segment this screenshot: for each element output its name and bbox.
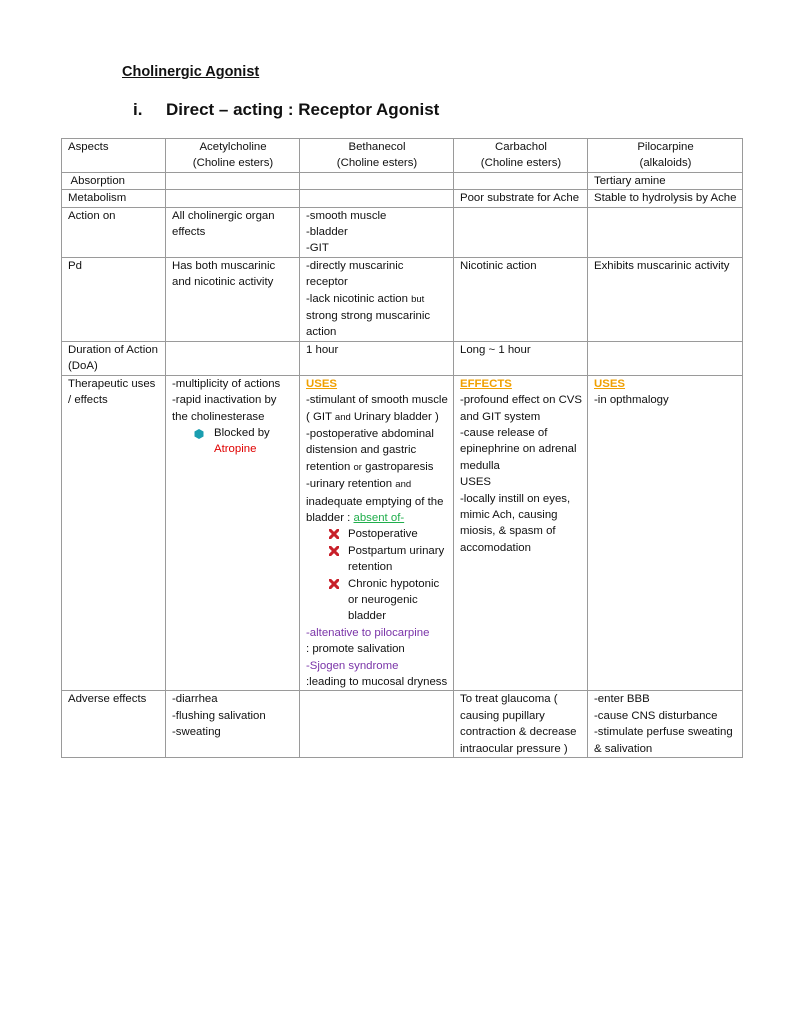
duration-carbachol: Long ~ 1 hour	[454, 341, 588, 375]
header-row	[62, 139, 743, 173]
pd-pilocarpine: Exhibits muscarinic activity	[588, 257, 743, 341]
red-x-bullet-icon	[329, 546, 339, 556]
header-bethanecol: Bethanecol (Choline esters)	[300, 139, 454, 173]
adverse-pilocarpine: -enter BBB -cause CNS disturbance -stimulate perfuse sweating & salivation	[588, 691, 743, 758]
action-on-label: Action on	[62, 207, 166, 257]
metabolism-label: Metabolism	[62, 190, 166, 207]
list-item: Chronic hypotonic or neurogenic bladder	[306, 576, 448, 625]
header-acetylcholine: Acetylcholine (Choline esters)	[166, 139, 300, 173]
red-x-bullet-icon	[329, 579, 339, 589]
section-number: i.	[133, 100, 143, 119]
adverse-label: Adverse effects	[62, 691, 166, 758]
pd-bethanecol: -directly muscarinic receptor -lack nicotinic action but strong strong muscarinic action	[300, 257, 454, 341]
duration-row	[62, 341, 743, 375]
page-title: Cholinergic Agonist	[122, 64, 260, 80]
duration-label: Duration of Action (DoA)	[62, 341, 166, 375]
metabolism-row	[62, 190, 743, 207]
pd-carbachol: Nicotinic action	[454, 257, 588, 341]
absorption-label: Absorption	[62, 172, 166, 189]
therapeutic-row	[62, 375, 743, 691]
therapeutic-bethanecol: USES -stimulant of smooth muscle ( GIT and Urinary bladder ) -postoperative abdominal distension and gastric retention or gastroparesis -urinary retention and inadequate emptying of the bladder : absent of- Postoperative Postpartum urinary retention Chronic hypotonic or neurogenic bladder -altenative to pilocarpine : promote salivation -Sjogen syndrome :leading to mucosal dryness	[300, 375, 454, 691]
action-on-row	[62, 207, 743, 257]
metabolism-pilocarpine: Stable to hydrolysis by Ache	[588, 190, 743, 207]
list-item: Postoperative	[306, 526, 448, 542]
agonist-table	[61, 138, 743, 758]
header-aspects: Aspects	[62, 139, 166, 173]
adverse-carbachol: To treat glaucoma ( causing pupillary contraction & decrease intraocular pressure )	[454, 691, 588, 758]
red-x-bullet-icon	[329, 529, 339, 539]
therapeutic-acetylcholine: -multiplicity of actions -rapid inactivation by the cholinesterase Blocked by Atropine	[166, 375, 300, 691]
header-pilocarpine: Pilocarpine (alkaloids)	[588, 139, 743, 173]
therapeutic-pilocarpine: USES -in opthmalogy	[588, 375, 743, 691]
therapeutic-carbachol: EFFECTS -profound effect on CVS and GIT system -cause release of epinephrine on adrenal medulla USES -locally instill on eyes, mimic Ach, causing miosis, & spasm of accomodation	[454, 375, 588, 691]
list-item: Postpartum urinary retention	[306, 543, 448, 576]
adverse-acetylcholine: -diarrhea -flushing salivation -sweating	[166, 691, 300, 758]
adverse-row	[62, 691, 743, 758]
pd-acetylcholine: Has both muscarinic and nicotinic activity	[166, 257, 300, 341]
action-on-acetylcholine: All cholinergic organ effects	[166, 207, 300, 257]
section-heading	[133, 100, 439, 120]
list-item: Blocked by Atropine	[172, 425, 294, 458]
pd-row	[62, 257, 743, 341]
absorption-pilocarpine: Tertiary amine	[588, 172, 743, 189]
metabolism-carbachol: Poor substrate for Ache	[454, 190, 588, 207]
absorption-row	[62, 172, 743, 189]
duration-bethanecol: 1 hour	[300, 341, 454, 375]
header-carbachol: Carbachol (Choline esters)	[454, 139, 588, 173]
teal-hexagon-bullet-icon	[194, 429, 204, 439]
section-title: Direct – acting : Receptor Agonist	[166, 100, 440, 119]
therapeutic-label: Therapeutic uses / effects	[62, 375, 166, 691]
action-on-bethanecol: -smooth muscle -bladder -GIT	[300, 207, 454, 257]
pd-label: Pd	[62, 257, 166, 341]
